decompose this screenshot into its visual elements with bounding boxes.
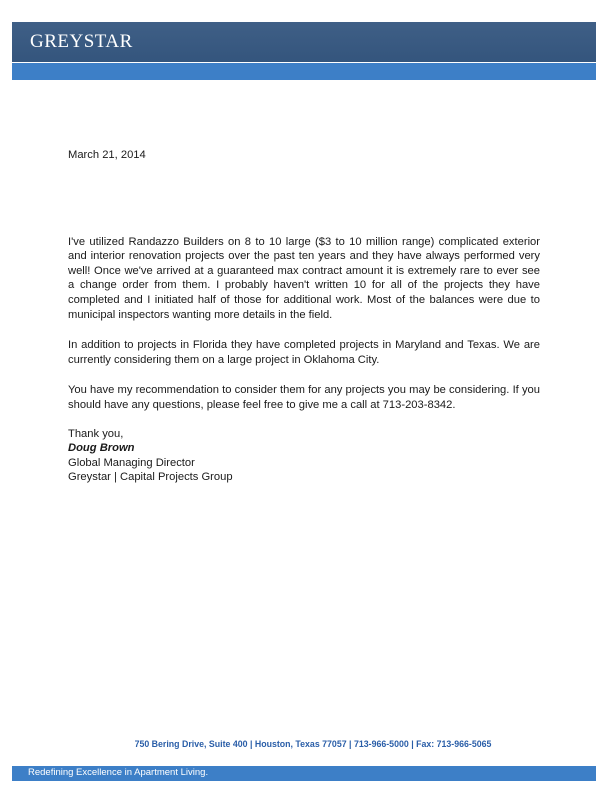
footer-band [12, 766, 596, 781]
closing: Thank you, [68, 427, 124, 440]
paragraph-3: You have my recommendation to consider them for any projects you may be considering. If you should have any questions, please feel free to give me a call at 713-203-8342. [68, 384, 540, 411]
header-accent-stripe [12, 63, 596, 80]
signature-company: Greystar | Capital Projects Group [68, 471, 233, 484]
letter-date: March 21, 2014 [68, 149, 146, 161]
signature-title: Global Managing Director [68, 456, 195, 469]
signature-name: Doug Brown [68, 442, 135, 455]
letterhead-header [12, 22, 596, 62]
footer-address: 750 Bering Drive, Suite 400 | Houston, Texas 77057 | 713-966-5000 | Fax: 713-966-5065 [134, 739, 492, 749]
paragraph-2: In addition to projects in Florida they have completed projects in Maryland and Texas. We are currently considering them on a large project in Oklahoma City. [68, 339, 540, 366]
footer-tagline: Redefining Excellence in Apartment Living. [28, 767, 209, 778]
letter-body [68, 148, 540, 485]
paragraph-1: I've utilized Randazzo Builders on 8 to 10 large ($3 to 10 million range) complicated exterior and interior renovation projects over the past ten years and they have always performed very well! Once we've arrived at a guaranteed max contract amount it is extremely rare to ever see a change order from them. I probably haven't written 10 for all of the projects they have completed and I initiated half of those for additional work. Most of the balances were due to municipal inspectors wanting more details in the field. [68, 235, 540, 321]
greystar-logo: GREYSTAR [30, 31, 133, 52]
